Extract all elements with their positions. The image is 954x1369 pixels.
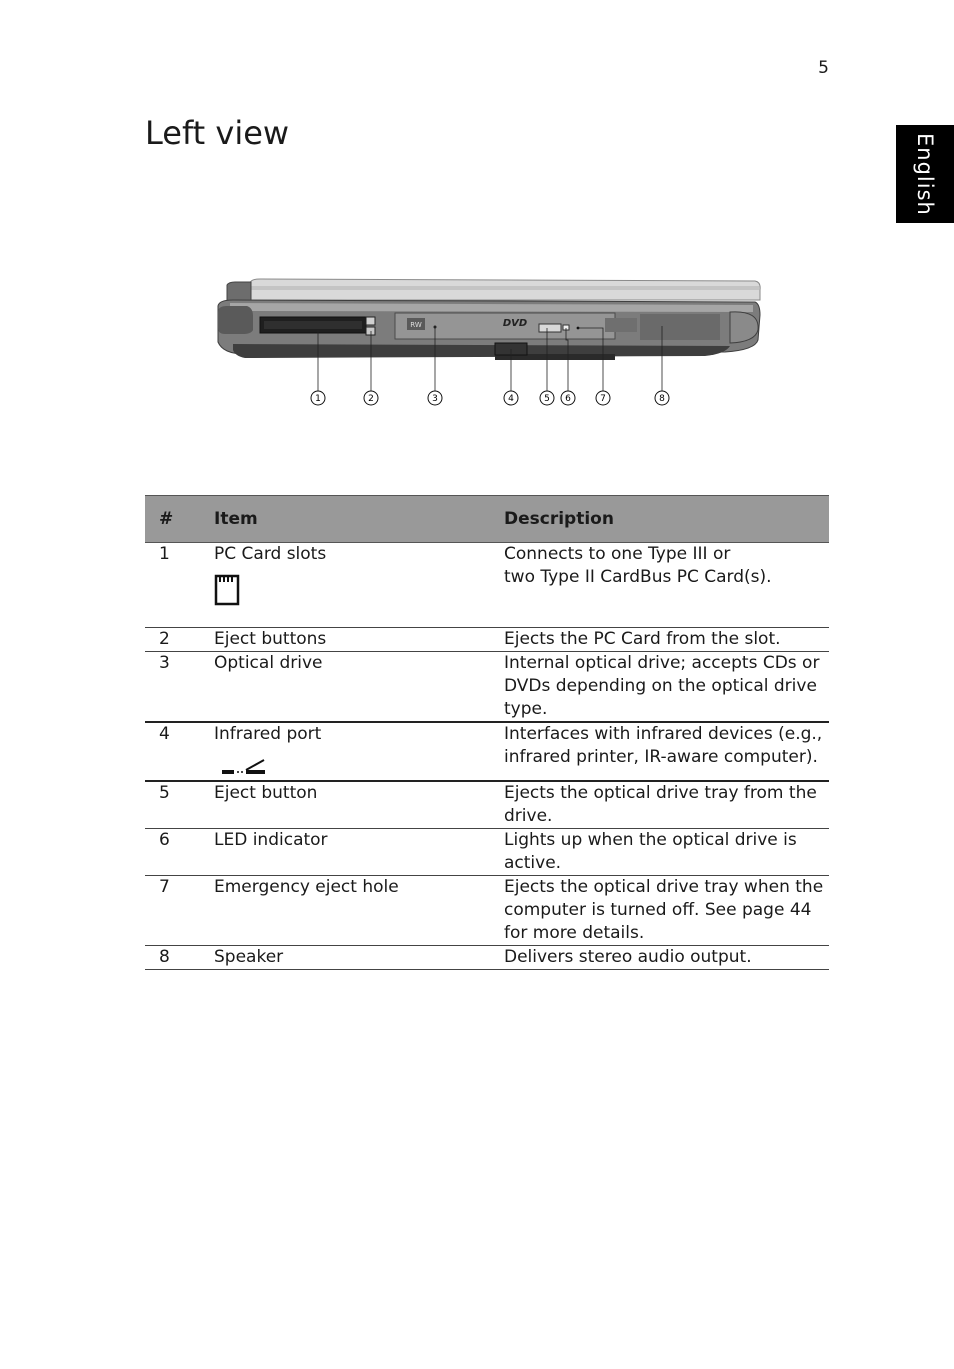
table-row (145, 628, 829, 652)
row-num: 7 (145, 876, 214, 946)
row-description: Lights up when the optical drive is active. (504, 829, 829, 876)
row-item-label: PC Card slots (214, 544, 327, 564)
svg-text:RW: RW (410, 321, 422, 329)
table-header-row (145, 496, 829, 543)
table-row (145, 946, 829, 970)
row-num: 6 (145, 829, 214, 876)
row-description: Ejects the PC Card from the slot. (504, 628, 829, 652)
row-num: 1 (145, 543, 214, 628)
row-description-text: Connects to one Type III or two Type II CardBus PC Card(s). (504, 544, 772, 587)
callout-markers (311, 391, 669, 405)
table-row (145, 722, 829, 781)
language-tab-label: English (913, 132, 937, 216)
row-description: Ejects the optical drive tray when the computer is turned off. See page 44 for more details. (504, 876, 829, 946)
header-description: Description (504, 496, 829, 543)
row-item (214, 722, 504, 781)
header-item: Item (214, 496, 504, 543)
row-description (504, 543, 829, 628)
laptop-illustration (185, 270, 775, 415)
table-row (145, 652, 829, 723)
row-description: Ejects the optical drive tray from the drive. (504, 781, 829, 829)
table-row (145, 829, 829, 876)
callout-number: 4 (508, 394, 514, 405)
callout-number: 3 (432, 394, 438, 405)
row-item: Emergency eject hole (214, 876, 504, 946)
callout-number: 5 (544, 394, 550, 405)
pc-card-icon (214, 572, 240, 606)
speaker-grille (640, 314, 720, 340)
row-description: Internal optical drive; accepts CDs or DVDs depending on the optical drive type. (504, 652, 829, 723)
row-num: 5 (145, 781, 214, 829)
row-item-label: Infrared port (214, 724, 322, 744)
row-num: 8 (145, 946, 214, 970)
components-table (145, 495, 829, 970)
row-item: Eject button (214, 781, 504, 829)
table-row (145, 543, 829, 628)
row-item: Eject buttons (214, 628, 504, 652)
page-title: Left view (145, 114, 290, 152)
callout-number: 7 (600, 394, 606, 405)
row-item: Speaker (214, 946, 504, 970)
table-row (145, 781, 829, 829)
row-item (214, 543, 504, 628)
row-description: Delivers stereo audio output. (504, 946, 829, 970)
header-num: # (145, 496, 214, 543)
row-num: 2 (145, 628, 214, 652)
row-description: Interfaces with infrared devices (e.g., infrared printer, IR-aware computer). (504, 722, 829, 781)
svg-text:DVD: DVD (502, 318, 528, 329)
row-item: LED indicator (214, 829, 504, 876)
row-item: Optical drive (214, 652, 504, 723)
callout-number: 1 (315, 394, 321, 405)
row-num: 3 (145, 652, 214, 723)
row-num: 4 (145, 722, 214, 781)
callout-number: 6 (565, 394, 571, 405)
callout-number: 2 (368, 394, 374, 405)
infrared-icon (214, 752, 270, 780)
page-number: 5 (818, 58, 829, 78)
language-tab (896, 125, 954, 223)
callout-number: 8 (659, 394, 665, 405)
table-row (145, 876, 829, 946)
laptop-left-view-figure (185, 270, 775, 415)
